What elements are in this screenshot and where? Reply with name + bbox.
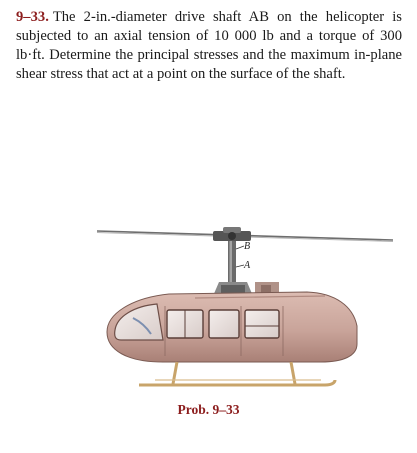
- helicopter-figure: [95, 222, 395, 398]
- label-a: A: [244, 260, 251, 271]
- problem-statement: [16, 8, 402, 84]
- landing-skids: [139, 362, 335, 385]
- figure-caption: Prob. 9–33: [177, 402, 240, 417]
- problem-text: The 2-in.-diameter drive shaft AB on the helicopter is subjected to an axial tension of 10 000 lb and a torque of 300 lb·ft. Determine the principal stresses and the maximum in-plane shear stress that act at a point on the surface of the shaft.: [16, 9, 402, 82]
- drive-shaft-ab: [228, 241, 236, 283]
- problem-number: 9–33.: [16, 9, 49, 25]
- cabin-windows: [167, 310, 279, 338]
- label-b: B: [244, 241, 251, 252]
- rotor-hub: [213, 227, 251, 241]
